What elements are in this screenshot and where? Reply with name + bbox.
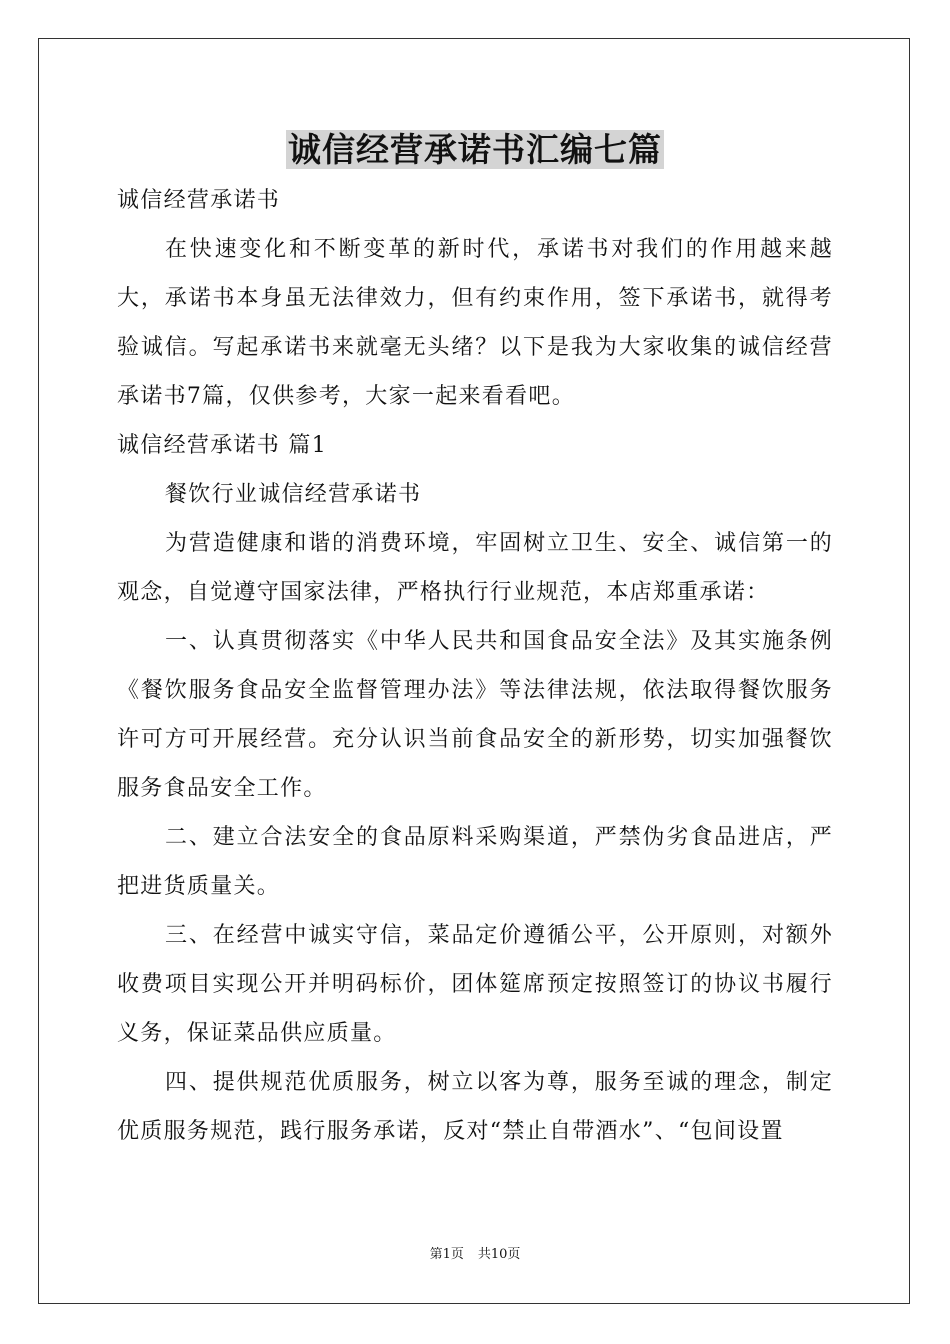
document-title-text: 诚信经营承诺书汇编七篇 bbox=[288, 130, 662, 169]
document-body bbox=[117, 176, 833, 1156]
body-paragraph: 三、在经营中诚实守信，菜品定价遵循公平，公开原则，对额外收费项目实现公开并明码标价，团体筵席预定按照签订的协议书履行义务，保证菜品供应质量。 bbox=[117, 923, 833, 1046]
page-total: 共10页 bbox=[477, 1247, 521, 1262]
intro-paragraph: 在快速变化和不断变革的新时代，承诺书对我们的作用越来越大，承诺书本身虽无法律效力，但有约束作用，签下承诺书，就得考验诚信。写起承诺书来就毫无头绪？以下是我为大家收集的诚信经营承诺书7篇，仅供参考，大家一起来看看吧。 bbox=[117, 237, 833, 409]
document-title bbox=[0, 128, 950, 172]
body-paragraph: 为营造健康和谐的消费环境，牢固树立卫生、安全、诚信第一的观念，自觉遵守国家法律，严格执行行业规范，本店郑重承诺： bbox=[117, 531, 833, 605]
subsection-title: 餐饮行业诚信经营承诺书 bbox=[165, 482, 422, 507]
body-paragraph: 二、建立合法安全的食品原料采购渠道，严禁伪劣食品进店，严把进货质量关。 bbox=[117, 825, 833, 899]
section-heading: 诚信经营承诺书 篇1 bbox=[117, 433, 327, 458]
page-number: 第1页 bbox=[429, 1247, 464, 1262]
body-paragraph: 一、认真贯彻落实《中华人民共和国食品安全法》及其实施条例《餐饮服务食品安全监督管理办法》等法律法规，依法取得餐饮服务许可方可开展经营。充分认识当前食品安全的新形势，切实加强餐饮服务食品安全工作。 bbox=[117, 629, 833, 801]
page-footer bbox=[0, 1246, 950, 1264]
body-paragraph: 四、提供规范优质服务，树立以客为尊，服务至诚的理念，制定优质服务规范，践行服务承诺，反对“禁止自带酒水”、“包间设置 bbox=[117, 1070, 833, 1144]
section-heading: 诚信经营承诺书 bbox=[117, 188, 281, 213]
